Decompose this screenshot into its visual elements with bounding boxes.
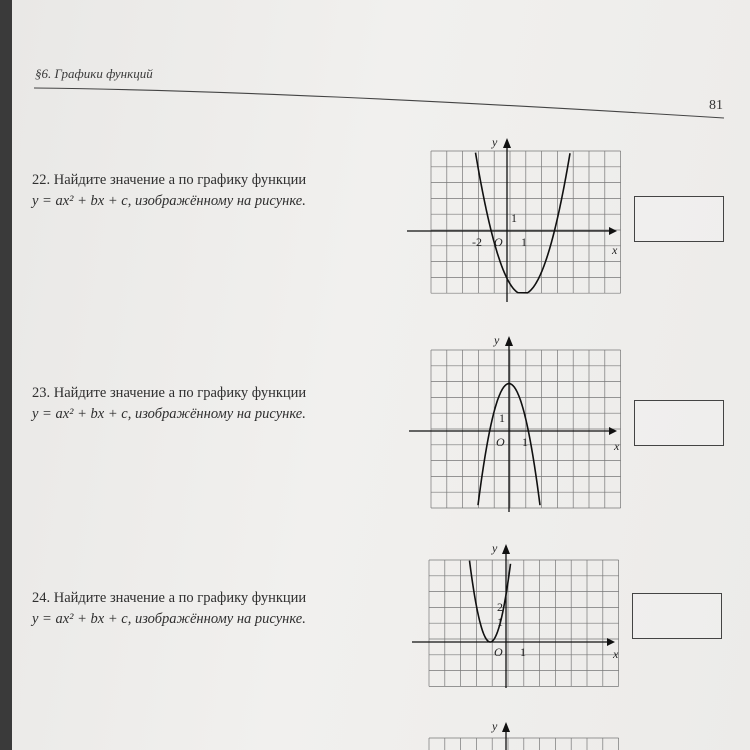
problem-number: 22.: [32, 172, 51, 188]
tick-label: 1: [511, 211, 517, 225]
textbook-page: [12, 0, 750, 750]
problem-line-2: y = ax² + bx + c, изображённому на рисунке.: [32, 611, 306, 627]
parabola-curve: [470, 561, 511, 642]
page-number: 81: [709, 98, 723, 113]
parabola-curve: [476, 153, 571, 293]
answer-box-24[interactable]: [632, 593, 722, 639]
x-axis-label: x: [614, 439, 620, 453]
problem-22-text: [32, 170, 402, 212]
graph-23: [404, 330, 634, 515]
y-axis-label: y: [494, 333, 500, 347]
origin-label: O: [494, 645, 503, 659]
y-axis-arrow: [505, 336, 513, 346]
y-axis-arrow: [502, 544, 510, 554]
problem-24-text: [32, 588, 402, 630]
graph-24: [407, 538, 632, 698]
problem-number: 24.: [32, 590, 51, 606]
origin-label: O: [496, 435, 505, 449]
tick-label: 1: [522, 435, 528, 449]
y-axis-arrow: [503, 138, 511, 148]
problem-23-text: [32, 383, 402, 425]
tick-label: 1: [521, 235, 527, 249]
answer-box-22[interactable]: [634, 196, 724, 242]
y-axis-label: y: [492, 541, 498, 555]
x-axis-arrow: [609, 427, 617, 435]
grid: [431, 151, 621, 293]
x-axis-arrow: [609, 227, 617, 235]
grid: [431, 350, 621, 508]
origin-label: O: [494, 235, 503, 249]
section-header: §6. Графики функций: [35, 66, 153, 81]
problem-number: 23.: [32, 385, 51, 401]
graph-25-partial: [407, 716, 627, 750]
x-axis-label: x: [612, 243, 618, 257]
grid: [429, 560, 619, 686]
tick-label: 1: [499, 411, 505, 425]
tick-label: 1: [497, 615, 503, 629]
y-axis-label: y: [492, 135, 498, 149]
tick-label: 2: [497, 600, 503, 614]
y-axis-arrow: [502, 722, 510, 732]
graph-22: [402, 132, 632, 307]
answer-box-23[interactable]: [634, 400, 724, 446]
y-axis-label: y: [492, 719, 498, 733]
problem-line-1: Найдите значение a по графику функции: [53, 590, 307, 606]
tick-label: -2: [472, 235, 482, 249]
problem-line-1: Найдите значение a по графику функции: [53, 385, 307, 401]
problem-line-1: Найдите значение a по графику функции: [53, 172, 307, 188]
header-rule: [12, 70, 750, 130]
tick-label: 1: [520, 645, 526, 659]
problem-line-2: y = ax² + bx + c, изображённому на рисунке.: [32, 193, 306, 209]
x-axis-label: x: [613, 647, 619, 661]
problem-line-2: y = ax² + bx + c, изображённому на рисунке.: [32, 406, 306, 422]
grid: [429, 738, 619, 750]
